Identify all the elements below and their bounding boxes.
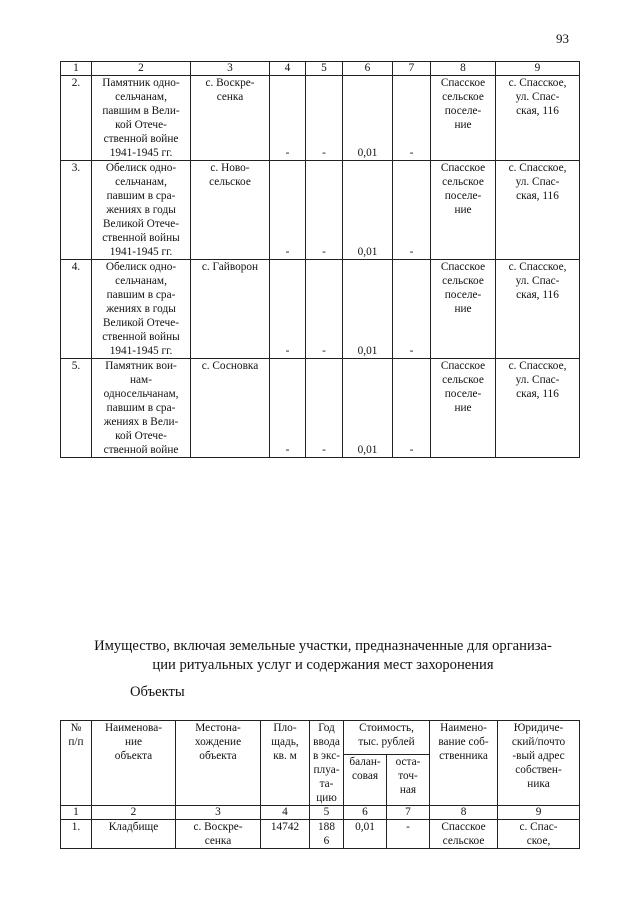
text-line: ная [399, 784, 417, 797]
objects-label: Объекты [130, 684, 185, 700]
text-line: павшим в сра- [106, 190, 176, 202]
text-line: с. Спасское, [508, 77, 567, 89]
text-line: ввода [313, 736, 340, 748]
text-line: оста- [395, 756, 421, 769]
monuments-table [60, 61, 580, 458]
text-line: сельское [442, 835, 485, 847]
text-line: ская, 116 [516, 105, 559, 117]
row-number: 4. [61, 260, 92, 359]
header-location [176, 721, 261, 806]
text-line: Спасское [440, 162, 486, 174]
text-line: с. Спасское, [508, 261, 567, 273]
burial-property-table [60, 720, 580, 849]
cell-residual-cost: - [393, 359, 431, 458]
text-line: Великой Отече- [103, 218, 179, 230]
cell-balance-cost: 0,01 [344, 820, 387, 849]
text-line: ние [124, 736, 143, 748]
col-index: 7 [387, 806, 430, 820]
table-row [61, 359, 580, 458]
object-name [92, 260, 191, 359]
text-line: кой Отече- [115, 119, 167, 131]
col-index: 8 [430, 806, 498, 820]
text-line: сельчанам, [115, 275, 167, 287]
text-line: ние [454, 119, 472, 131]
object-location [191, 260, 270, 359]
header-balance-cost [344, 755, 387, 806]
heading-line: ции ритуальных услуг и содержания мест захоронения [152, 657, 494, 673]
text-line: ская, 116 [516, 190, 559, 202]
text-line: жениях в годы [106, 303, 176, 315]
text-line: кв. м [273, 750, 297, 762]
col-index: 3 [176, 806, 261, 820]
text-line: Обелиск одно- [105, 261, 177, 273]
text-line: тыс. рублей [358, 736, 415, 748]
owner-address [496, 359, 580, 458]
text-line: Местона- [195, 722, 241, 734]
text-line: Спасское [440, 77, 486, 89]
text-line: хождение [194, 736, 242, 748]
object-location [191, 161, 270, 260]
owner-name [431, 359, 496, 458]
section-heading [78, 637, 568, 675]
owner-name [431, 260, 496, 359]
column-index-row [61, 806, 580, 820]
text-line: сельское [442, 374, 484, 386]
object-name [92, 76, 191, 161]
text-line: ул. Спас- [515, 91, 560, 103]
col-index: 2 [92, 806, 176, 820]
text-line: поселе- [444, 105, 482, 117]
cell-balance-cost: 0,01 [343, 260, 393, 359]
text-line: с. Воскре- [193, 821, 243, 833]
text-line: нам- [130, 374, 152, 386]
text-line: объекта [199, 750, 237, 762]
text-line: ственной войне [103, 444, 179, 456]
text-line: жениях в годы [106, 204, 176, 216]
row-number: 3. [61, 161, 92, 260]
text-line: односельчанам, [103, 388, 179, 400]
owner-address [496, 76, 580, 161]
header-number [61, 721, 92, 806]
object-name [92, 359, 191, 458]
owner-name [431, 76, 496, 161]
owner-address [496, 260, 580, 359]
text-line: та- [319, 778, 334, 790]
cell-year: - [306, 260, 343, 359]
text-line: Спасское [440, 261, 486, 273]
text-line: Стоимость, [359, 722, 414, 734]
text-line: № [70, 722, 82, 734]
text-line: п/п [68, 736, 84, 748]
column-index-row [61, 62, 580, 76]
cell-area: - [270, 260, 306, 359]
owner-address [496, 161, 580, 260]
header-area [261, 721, 310, 806]
text-line: Пло- [273, 722, 297, 734]
text-line: павшим в сра- [106, 402, 176, 414]
cell-residual-cost: - [393, 161, 431, 260]
col-index: 4 [261, 806, 310, 820]
text-line: с. Сосновка [201, 360, 259, 372]
text-line: сельское [442, 91, 484, 103]
text-line: 6 [323, 835, 330, 847]
cell-area: - [270, 161, 306, 260]
text-line: сельское [442, 176, 484, 188]
col-index: 9 [498, 806, 580, 820]
object-location [191, 359, 270, 458]
text-line: плуа- [313, 764, 340, 776]
text-line: ника [527, 778, 550, 790]
col-index: 5 [306, 62, 343, 76]
text-line: сельское [442, 275, 484, 287]
text-line: ственной войны [102, 232, 180, 244]
text-line: сельчанам, [115, 91, 167, 103]
text-line: Наименова- [104, 722, 163, 734]
text-line: Год [318, 722, 335, 734]
text-line: с. Воскре- [205, 77, 255, 89]
col-index: 1 [61, 62, 92, 76]
text-line: объекта [114, 750, 153, 762]
text-line: 188 [318, 821, 335, 833]
text-line: совая [351, 770, 379, 783]
text-line: поселе- [444, 289, 482, 301]
header-cost [344, 721, 430, 755]
cell-residual-cost: - [387, 820, 430, 849]
text-line: ние [454, 303, 472, 315]
cell-year: - [306, 359, 343, 458]
header-residual-cost [387, 755, 430, 806]
text-line: балан- [349, 756, 381, 769]
text-line: ние [454, 204, 472, 216]
page-number: 93 [556, 31, 569, 46]
cell-year [310, 820, 344, 849]
owner-name [430, 820, 498, 849]
text-line: поселе- [444, 388, 482, 400]
header-object-name [92, 721, 176, 806]
col-index: 1 [61, 806, 92, 820]
col-index: 5 [310, 806, 344, 820]
text-line: Наимено- [440, 722, 487, 734]
text-line: ское, [526, 835, 551, 847]
col-index: 3 [191, 62, 270, 76]
cell-area: - [270, 359, 306, 458]
table-row [61, 820, 580, 849]
header-row [61, 721, 580, 755]
col-index: 9 [496, 62, 580, 76]
text-line: 1941-1945 гг. [109, 345, 173, 357]
text-line: Великой Отече- [103, 317, 179, 329]
text-line: 1941-1945 гг. [109, 147, 173, 159]
cell-residual-cost: - [393, 260, 431, 359]
text-line: в экс- [313, 750, 340, 762]
text-line: цию [316, 792, 337, 804]
text-line: с. Спасское, [508, 162, 567, 174]
text-line: вание соб- [438, 736, 489, 748]
col-index: 2 [92, 62, 191, 76]
text-line: щадь, [271, 736, 299, 748]
text-line: сенка [216, 91, 244, 103]
text-line: ул. Спас- [515, 374, 560, 386]
col-index: 7 [393, 62, 431, 76]
text-line: павшим в сра- [106, 289, 176, 301]
text-line: жениях в Вели- [103, 416, 179, 428]
table-row [61, 76, 580, 161]
owner-name [431, 161, 496, 260]
col-index: 8 [431, 62, 496, 76]
header-owner [430, 721, 498, 806]
text-line: сельское [209, 176, 251, 188]
header-year [310, 721, 344, 806]
text-line: ул. Спас- [515, 275, 560, 287]
table-row [61, 260, 580, 359]
object-name [92, 161, 191, 260]
text-line: ул. Спас- [515, 176, 560, 188]
text-line: ская, 116 [516, 388, 559, 400]
object-name: Кладбище [92, 820, 176, 849]
col-index: 4 [270, 62, 306, 76]
text-line: Юридиче- [513, 722, 564, 734]
text-line: ние [454, 402, 472, 414]
text-line: 1941-1945 гг. [109, 246, 173, 258]
text-line: -вый адрес [512, 750, 565, 762]
object-location [191, 76, 270, 161]
text-line: Памятник одно- [102, 77, 180, 89]
col-index: 6 [344, 806, 387, 820]
text-line: с. Ново- [210, 162, 250, 174]
text-line: точ- [398, 770, 418, 783]
cell-area: - [270, 76, 306, 161]
text-line: ственной войне [103, 133, 179, 145]
heading-line: Имущество, включая земельные участки, предназначенные для организа- [94, 638, 552, 654]
text-line: ская, 116 [516, 289, 559, 301]
cell-year: - [306, 161, 343, 260]
row-number: 1. [61, 820, 92, 849]
cell-residual-cost: - [393, 76, 431, 161]
cell-balance-cost: 0,01 [343, 161, 393, 260]
text-line: с. Спас- [519, 821, 558, 833]
owner-address [498, 820, 580, 849]
text-line: собствен- [515, 764, 562, 776]
row-number: 2. [61, 76, 92, 161]
header-address [498, 721, 580, 806]
cell-balance-cost: 0,01 [343, 76, 393, 161]
text-line: ственной войны [102, 331, 180, 343]
text-line: ственника [439, 750, 488, 762]
object-location [176, 820, 261, 849]
cell-area: 14742 [261, 820, 310, 849]
text-line: ский/почто [511, 736, 566, 748]
cell-balance-cost: 0,01 [343, 359, 393, 458]
text-line: кой Отече- [115, 430, 167, 442]
text-line: с. Гайворон [201, 261, 259, 273]
table-row [61, 161, 580, 260]
text-line: с. Спасское, [508, 360, 567, 372]
text-line: Спасское [441, 821, 486, 833]
text-line: сенка [204, 835, 232, 847]
row-number: 5. [61, 359, 92, 458]
text-line: сельчанам, [115, 176, 167, 188]
col-index: 6 [343, 62, 393, 76]
cell-year: - [306, 76, 343, 161]
text-line: поселе- [444, 190, 482, 202]
text-line: павшим в Вели- [102, 105, 180, 117]
text-line: Памятник вои- [105, 360, 177, 372]
text-line: Спасское [440, 360, 486, 372]
text-line: Обелиск одно- [105, 162, 177, 174]
